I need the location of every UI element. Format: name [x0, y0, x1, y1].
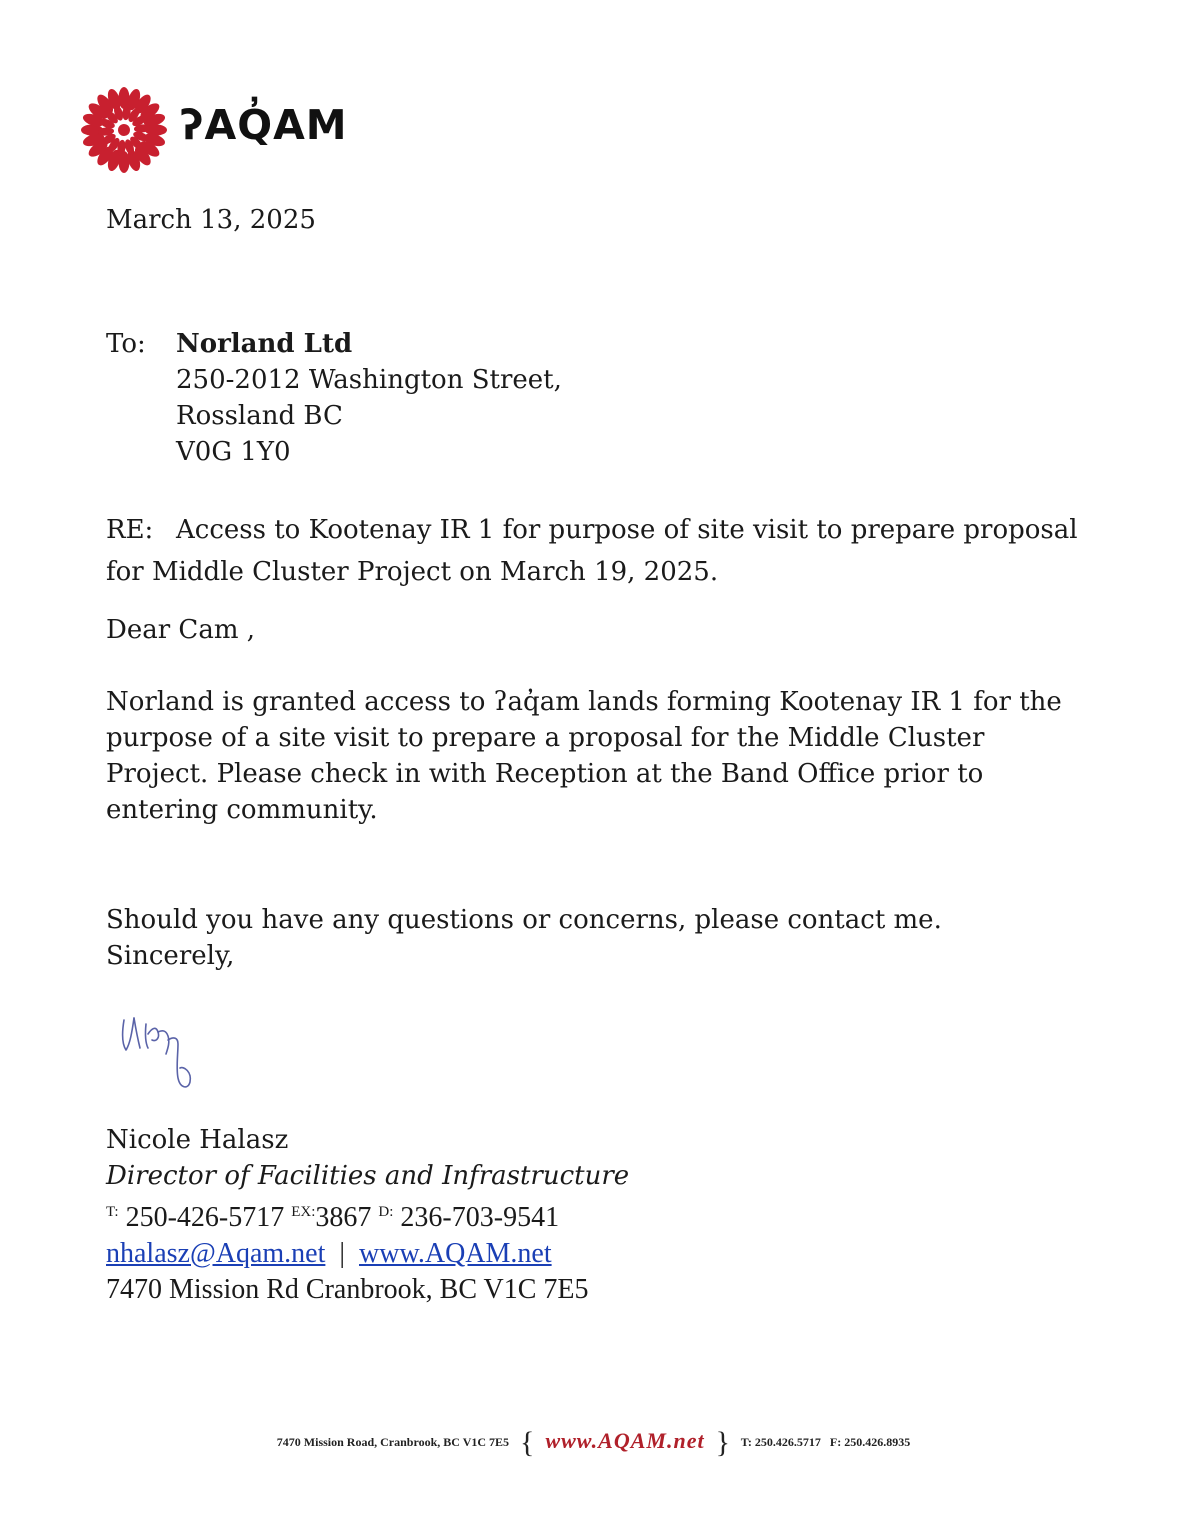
subject-text-line-1: Access to Kootenay IR 1 for purpose of site visit to prepare proposal [176, 515, 1078, 545]
to-label: To: [106, 329, 146, 359]
signer-contact-links [106, 1236, 629, 1272]
footer-close-brace: } [715, 1426, 730, 1459]
recipient-name: Norland Ltd [176, 329, 353, 359]
handwritten-signature [118, 1010, 208, 1100]
body-line: purpose of a site visit to prepare a proposal for the Middle Cluster [106, 723, 985, 753]
extension-number: 3867 [315, 1202, 372, 1233]
signer-address: 7470 Mission Rd Cranbrook, BC V1C 7E5 [106, 1274, 589, 1305]
body-line: Project. Please check in with Reception at the Band Office prior to [106, 759, 984, 789]
footer-open-brace: { [520, 1426, 535, 1459]
recipient-street: 250-2012 Washington Street, [176, 365, 562, 395]
subject-text-line-2: for Middle Cluster Project on March 19, 2025. [106, 557, 719, 587]
body-line: entering community. [106, 795, 378, 825]
email-link[interactable]: nhalasz@Aqam.net [106, 1238, 326, 1269]
signer-title: Director of Facilities and Infrastructure [106, 1161, 630, 1191]
closing-question-line: Should you have any questions or concerns, please contact me. [106, 905, 942, 935]
subject-line [106, 509, 1106, 593]
extension-label: EX: [291, 1204, 316, 1220]
direct-number: 236-703-9541 [400, 1202, 560, 1233]
letter-date: March 13, 2025 [106, 205, 316, 235]
signature-block [106, 1122, 629, 1308]
phone-number: 250-426-5717 [125, 1202, 285, 1233]
footer-fax: F: 250.426.8935 [829, 1435, 911, 1449]
organization-wordmark: ʔAQ̓AM [180, 101, 348, 149]
recipient-address [176, 326, 562, 470]
footer-website: www.AQAM.net [545, 1428, 705, 1453]
body-paragraph [106, 684, 1086, 828]
recipient-postal-code: V0G 1Y0 [176, 437, 291, 467]
re-label: RE: [106, 515, 154, 545]
footer-address: 7470 Mission Road, Cranbrook, BC V1C 7E5 [276, 1435, 510, 1449]
sunflower-logo-icon [80, 86, 168, 174]
signer-phone-numbers [106, 1194, 629, 1236]
closing-sincerely: Sincerely, [106, 941, 235, 971]
direct-label: D: [378, 1204, 394, 1220]
signer-name: Nicole Halasz [106, 1125, 289, 1155]
body-line: Norland is granted access to ʔaq̓am lands forming Kootenay IR 1 for the [106, 687, 1062, 717]
recipient-city: Rossland BC [176, 401, 343, 431]
phone-label: T: [106, 1204, 119, 1220]
salutation: Dear Cam , [106, 615, 256, 645]
letterhead-footer [0, 1426, 1187, 1460]
link-separator: | [339, 1238, 345, 1269]
closing [106, 902, 942, 974]
footer-phone: T: 250.426.5717 [740, 1435, 821, 1449]
website-link[interactable]: www.AQAM.net [359, 1238, 552, 1269]
